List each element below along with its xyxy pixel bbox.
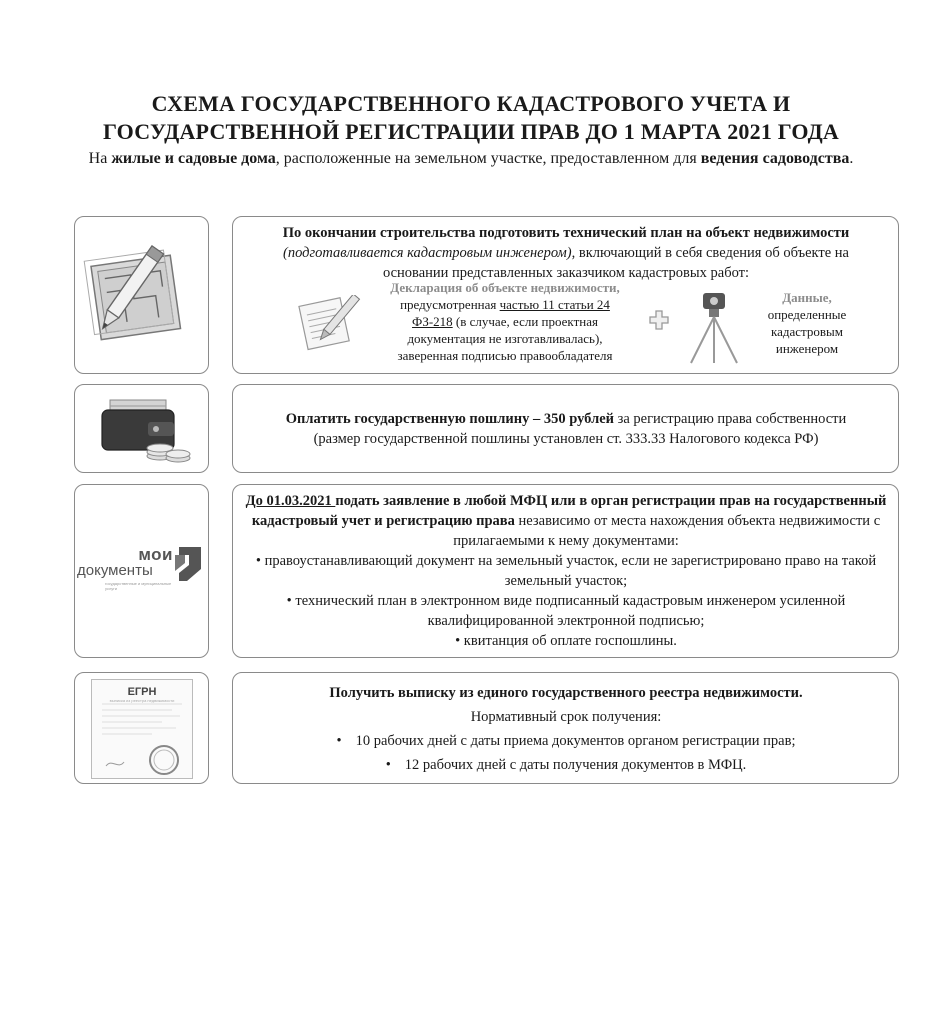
step3-bold-text: подать заявление в любой МФЦ или в орган регистрации прав на государственный кадастровый учет и регистрацию права bbox=[251, 493, 887, 529]
step4-bullet-1 bbox=[241, 729, 891, 753]
step1-main-text bbox=[251, 223, 881, 283]
step2-line-1 bbox=[241, 409, 891, 429]
data-line-3: инженером bbox=[775, 341, 839, 356]
subtitle-text-3: . bbox=[849, 150, 854, 167]
step2-content-box bbox=[232, 384, 899, 473]
title-line-1: СХЕМА ГОСУДАРСТВЕННОГО КАДАСТРОВОГО УЧЕТА И bbox=[151, 91, 791, 116]
law-part-link[interactable]: частью 11 статьи 24 bbox=[499, 297, 610, 312]
step3-content-box bbox=[232, 484, 899, 658]
declaration-line-4: заверенная подписью правообладателя bbox=[397, 348, 613, 363]
declaration-line-2 bbox=[365, 313, 645, 330]
logo-mark-icon bbox=[173, 545, 205, 583]
step2-icon-box bbox=[74, 384, 209, 473]
step4-icon-box bbox=[74, 672, 209, 784]
step2-text bbox=[241, 409, 891, 449]
egrn-title: ЕГРН bbox=[127, 686, 157, 698]
document-lines-icon bbox=[92, 698, 192, 778]
step1-icon-box bbox=[74, 216, 209, 374]
declaration-title: Декларация об объекте недвижимости, bbox=[390, 280, 620, 295]
step4-bullet-1-text: 10 рабочих дней с даты приема документов органом регистрации прав; bbox=[355, 733, 796, 749]
step3-intro bbox=[241, 491, 891, 551]
step1-italic-text: (подготавливается кадастровым инженером) bbox=[283, 245, 572, 261]
step4-bullet-2 bbox=[241, 753, 891, 777]
egrn-subtitle: выписка из реестра недвижимости bbox=[109, 698, 175, 703]
data-title: Данные, bbox=[782, 290, 832, 305]
step3-rest-text: независимо от места нахождения объекта недвижимости с прилагаемыми к нему документами: bbox=[453, 513, 881, 549]
step3-bullet-1: • правоустанавливающий документ на земельный участок, если не зарегистрировано право на такой земельный участок; bbox=[255, 553, 877, 589]
step4-text bbox=[241, 681, 891, 777]
subtitle-text-1: На bbox=[88, 150, 112, 167]
declaration-block bbox=[365, 279, 645, 364]
plus-icon bbox=[648, 309, 670, 331]
step4-bullet-2-text: 12 рабочих дней с даты получения документов в МФЦ. bbox=[404, 757, 747, 773]
step1-rest-text: , включающий в себя сведения об объекте на основании представленных заказчиком кадастровых работ: bbox=[382, 245, 849, 281]
step4-line-2: Нормативный срок получения: bbox=[470, 709, 662, 725]
page-title bbox=[40, 90, 902, 146]
step3-text bbox=[241, 491, 891, 651]
logo-small-text: государственные и муниципальные услуги bbox=[105, 581, 172, 591]
moi-dokumenty-logo bbox=[77, 547, 173, 591]
theodolite-icon bbox=[681, 289, 747, 367]
subtitle-bold-1: жилые и садовые дома bbox=[111, 150, 276, 167]
data-line-2: кадастровым bbox=[771, 324, 843, 339]
title-line-2: ГОСУДАРСТВЕННОЙ РЕГИСТРАЦИИ ПРАВ ДО 1 МАРТА 2021 ГОДА bbox=[102, 119, 840, 144]
step3-bullet-2: • технический план в электронном виде подписанный кадастровым инженером усиленной квалифицированной электронной подписью; bbox=[286, 593, 846, 629]
step1-bold-text: По окончании строительства подготовить технический план на объект недвижимости bbox=[282, 225, 850, 241]
declaration-line-1 bbox=[365, 296, 645, 313]
step3-icon-box bbox=[74, 484, 209, 658]
data-line-1: определенные bbox=[767, 307, 847, 322]
data-block bbox=[747, 289, 867, 357]
blueprint-pencil-icon bbox=[74, 216, 209, 374]
step4-bold-text: Получить выписку из единого государственного реестра недвижимости. bbox=[329, 685, 803, 701]
bullet-dot-2: • bbox=[385, 757, 391, 773]
step2-rest-text: за регистрацию права собственности bbox=[614, 411, 847, 427]
egrn-document bbox=[91, 679, 193, 779]
step4-content-box bbox=[232, 672, 899, 784]
step3-date: До 01.03.2021 bbox=[245, 493, 336, 509]
step3-bullet-3: • квитанция об оплате госпошлины. bbox=[455, 633, 677, 649]
subtitle-bold-2: ведения садоводства bbox=[700, 150, 850, 167]
declaration-line-2-rest: (в случае, если проектная bbox=[452, 314, 598, 329]
wallet-coins-icon bbox=[74, 384, 209, 473]
logo-top-text: мои bbox=[138, 545, 173, 564]
declaration-line-3: документация не изготавливалась), bbox=[407, 331, 603, 346]
declaration-prefix: предусмотренная bbox=[400, 297, 500, 312]
bullet-dot-1: • bbox=[336, 733, 342, 749]
subtitle-text-2: , расположенные на земельном участке, предоставленном для bbox=[275, 150, 701, 167]
step2-line-2: (размер государственной пошлины установлен ст. 333.33 Налогового кодекса РФ) bbox=[313, 431, 819, 447]
step1-content-box bbox=[232, 216, 899, 374]
document-pen-icon bbox=[297, 295, 361, 351]
logo-bottom-text: документы bbox=[77, 562, 153, 579]
law-fz218-link[interactable]: ФЗ-218 bbox=[412, 314, 453, 329]
step2-bold-text: Оплатить государственную пошлину – 350 рублей bbox=[285, 411, 614, 427]
page-subtitle bbox=[60, 148, 882, 170]
